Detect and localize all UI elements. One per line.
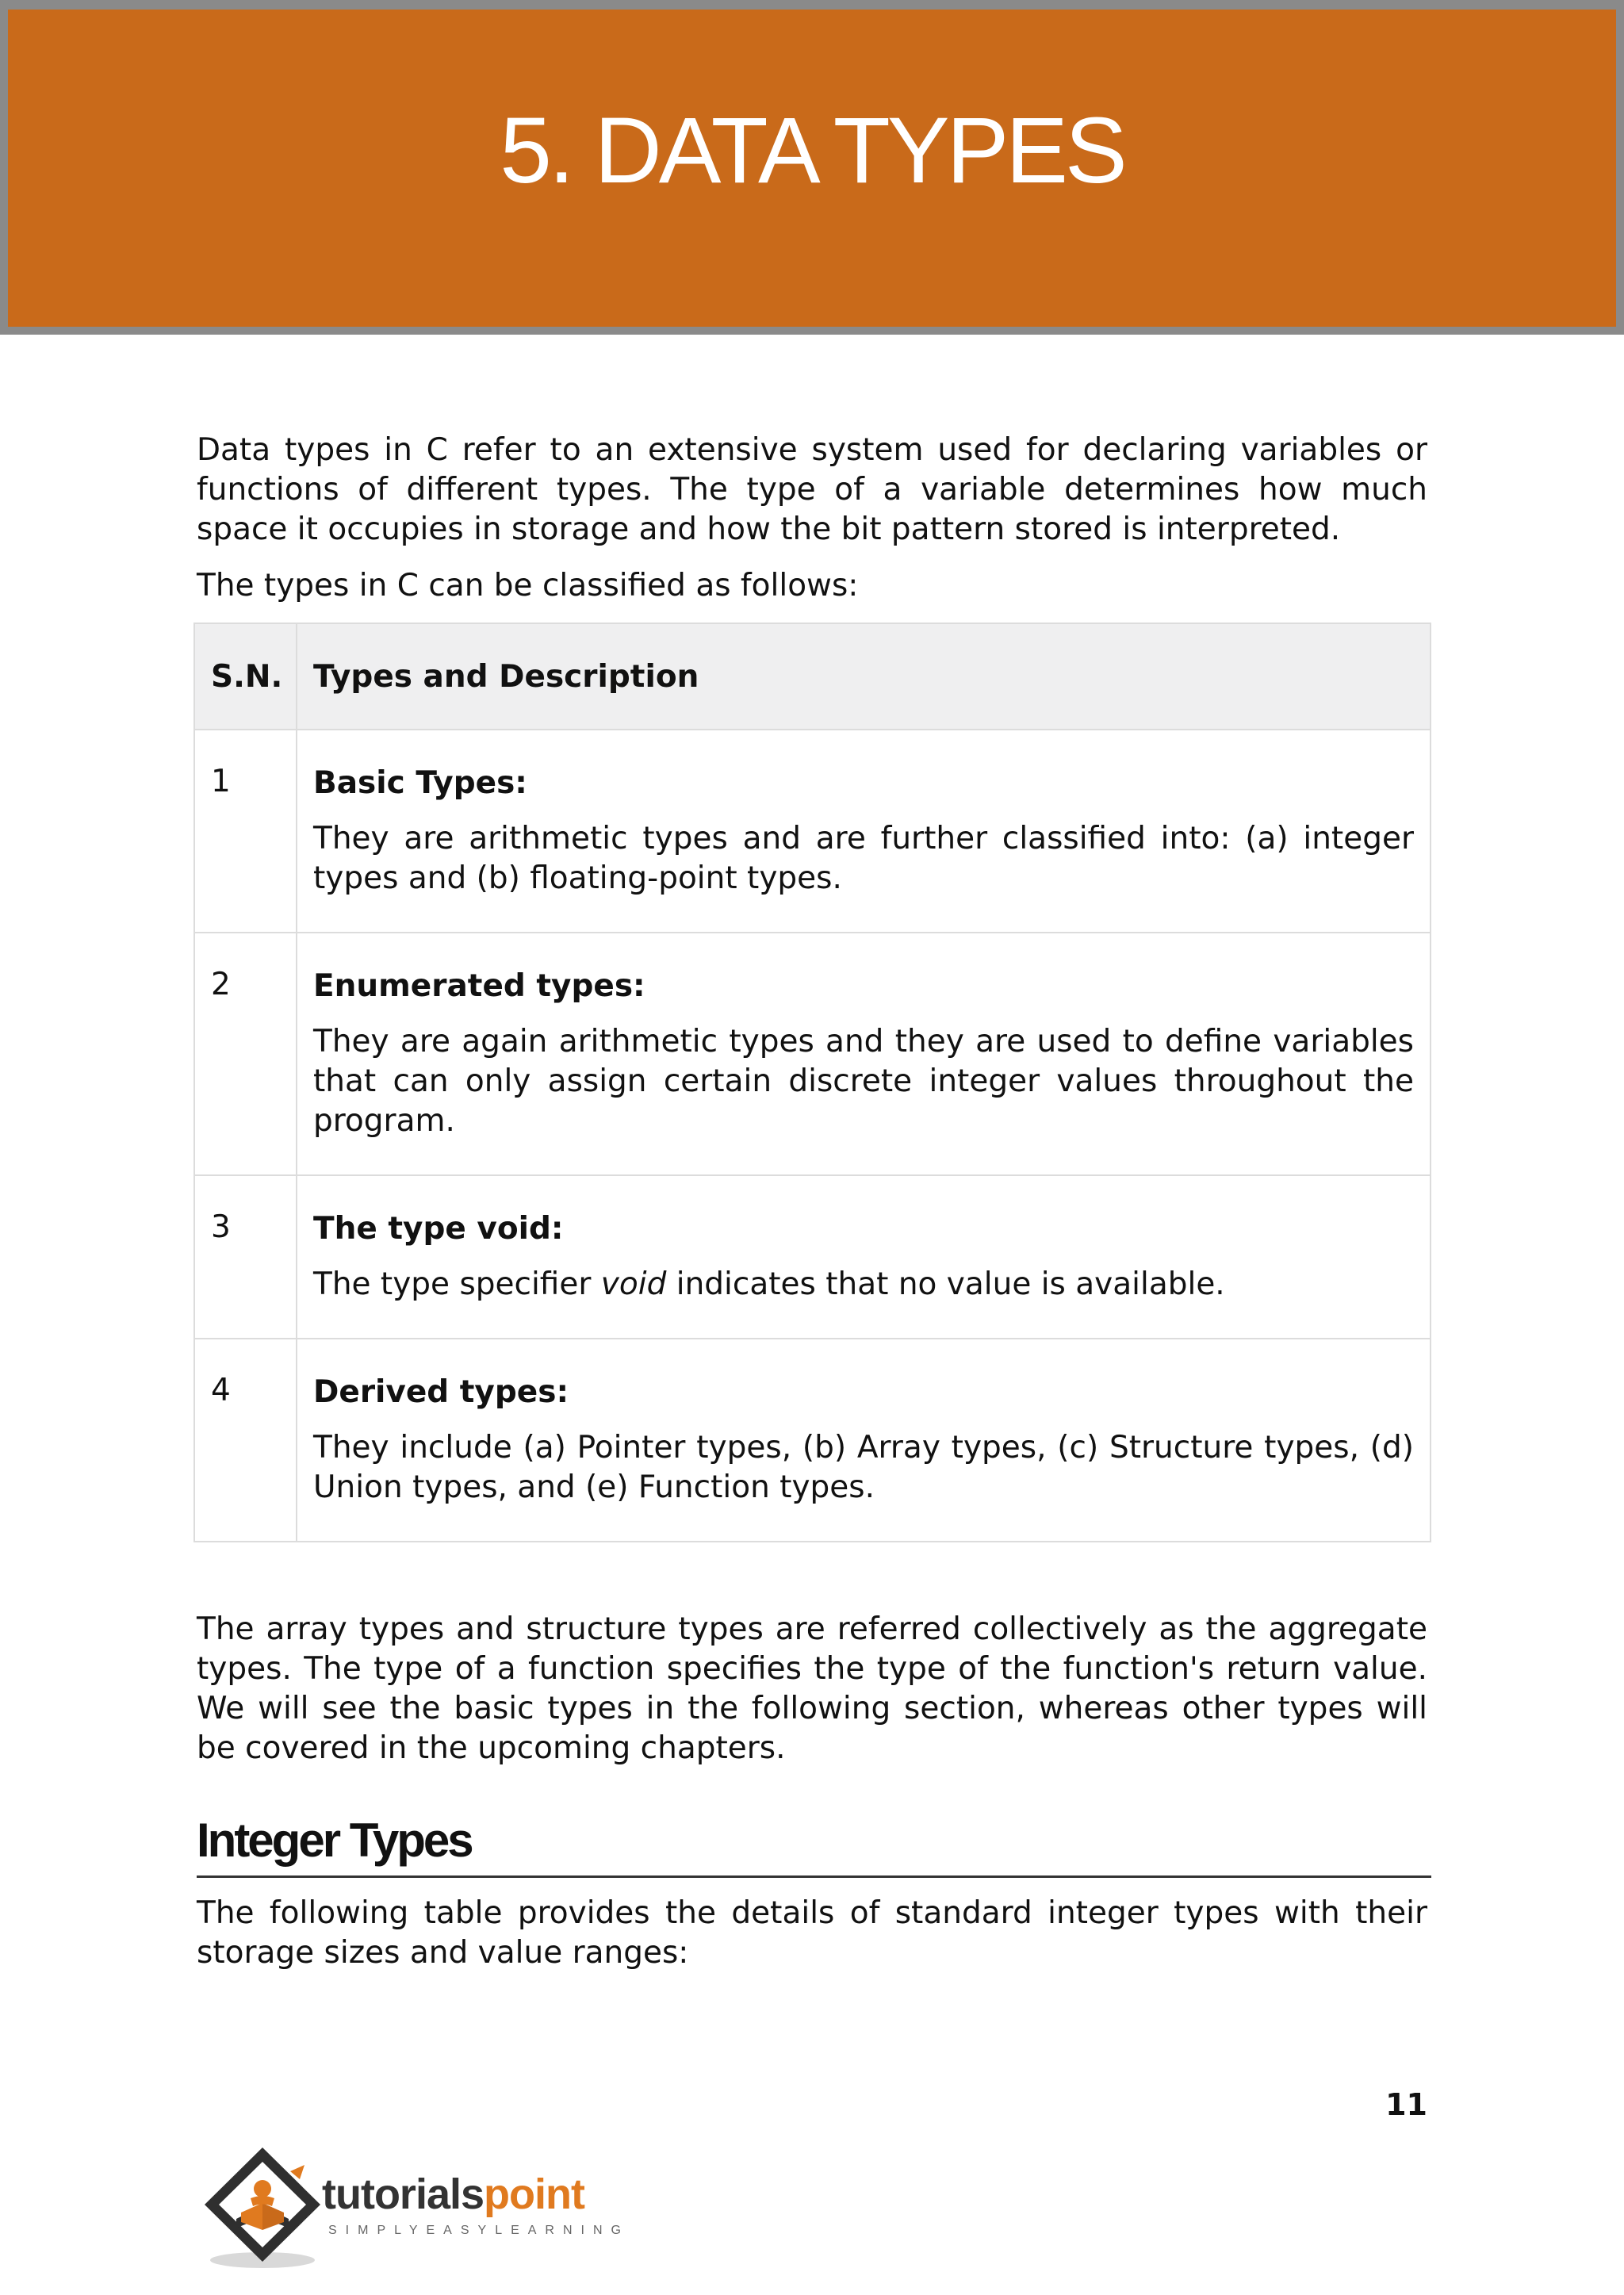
row-text bbox=[313, 1265, 1414, 1305]
header-sn: S.N. bbox=[194, 623, 297, 730]
row-description bbox=[297, 933, 1431, 1175]
row-sn: 2 bbox=[194, 933, 297, 1175]
intro-paragraph: Data types in C refer to an extensive system used for declaring variables or functions of different types. The type of a variable determines how much space it occupies in storage and how the bit pattern stored is interpreted. bbox=[197, 432, 1427, 547]
row-text-after: indicates that no value is available. bbox=[666, 1266, 1225, 1302]
table-header-row bbox=[194, 623, 1431, 730]
table-row bbox=[194, 1175, 1431, 1339]
types-table bbox=[193, 623, 1431, 1542]
row-text: They are arithmetic types and are further classified into: (a) integer types and (b) floating-point types. bbox=[313, 821, 1414, 896]
chapter-title: 5. DATA TYPES bbox=[500, 98, 1124, 203]
tutorialspoint-logo bbox=[195, 2141, 639, 2276]
header-description: Types and Description bbox=[297, 623, 1431, 730]
aggregate-paragraph: The array types and structure types are referred collectively as the aggregate types. The type of a function specifies the type of the function's return value. We will see the basic types in the following section, whereas other types will be covered in the upcoming chapters. bbox=[197, 1611, 1427, 1766]
row-text: They include (a) Pointer types, (b) Array types, (c) Structure types, (d) Union types, and (e) Function types. bbox=[313, 1430, 1414, 1505]
table-row bbox=[194, 933, 1431, 1175]
logo-tagline: SIMPLYEASYLEARNING bbox=[328, 2224, 630, 2237]
logo-wordmark bbox=[322, 2170, 584, 2219]
table-row bbox=[194, 730, 1431, 933]
classification-intro: The types in C can be classified as follows: bbox=[197, 568, 859, 603]
tutorialspoint-logo-icon bbox=[195, 2141, 330, 2276]
row-description bbox=[297, 1339, 1431, 1542]
row-title: Basic Types: bbox=[313, 765, 527, 801]
row-text-before: The type specifier bbox=[313, 1266, 601, 1302]
row-description bbox=[297, 1175, 1431, 1339]
section-heading-integer-types: Integer Types bbox=[197, 1813, 1431, 1878]
row-sn: 3 bbox=[194, 1175, 297, 1339]
integer-intro-paragraph: The following table provides the details of standard integer types with their storage sizes and value ranges: bbox=[197, 1895, 1427, 1971]
chapter-banner bbox=[0, 0, 1624, 335]
row-text-emphasis: void bbox=[600, 1266, 667, 1302]
logo-word-point: point bbox=[484, 2170, 584, 2218]
page-number: 11 bbox=[1385, 2087, 1427, 2122]
row-text: They are again arithmetic types and they are used to define variables that can only assign certain discrete integer values throughout the program. bbox=[313, 1024, 1414, 1139]
row-description bbox=[297, 730, 1431, 933]
table-row bbox=[194, 1339, 1431, 1542]
row-title: Enumerated types: bbox=[313, 968, 645, 1004]
row-sn: 1 bbox=[194, 730, 297, 933]
logo-word-tutorials: tutorials bbox=[322, 2170, 485, 2218]
row-sn: 4 bbox=[194, 1339, 297, 1542]
row-title: Derived types: bbox=[313, 1374, 569, 1410]
row-title: The type void: bbox=[313, 1211, 564, 1247]
